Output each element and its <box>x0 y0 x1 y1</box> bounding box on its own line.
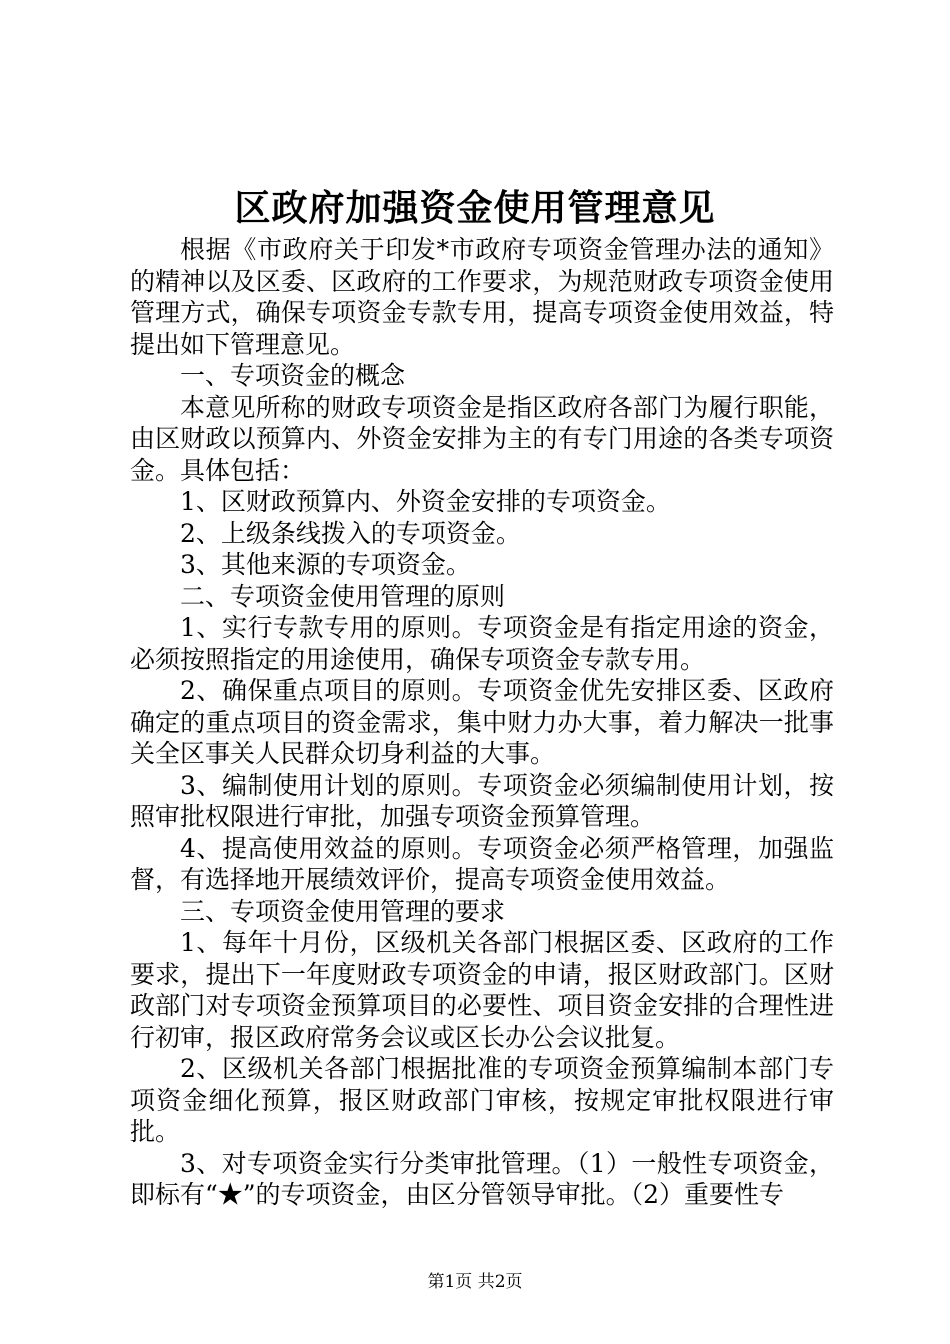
page-indicator: 第1页 共2页 <box>427 1272 523 1292</box>
list-item: 4、提高使用效益的原则。专项资金必须严格管理，加强监督，有选择地开展绩效评价，提高专项资金使用效益。 <box>130 833 834 894</box>
list-item: 3、编制使用计划的原则。专项资金必须编制使用计划，按照审批权限进行审批，加强专项资金预算管理。 <box>130 770 834 831</box>
document-body <box>130 234 834 1211</box>
page-title: 区政府加强资金使用管理意见 <box>234 187 716 229</box>
list-item: 1、实行专款专用的原则。专项资金是有指定用途的资金，必须按照指定的用途使用，确保专项资金专款专用。 <box>130 613 834 674</box>
list-item: 2、确保重点项目的原则。专项资金优先安排区委、区政府确定的重点项目的资金需求，集中财力办大事，着力解决一批事关全区事关人民群众切身利益的大事。 <box>130 676 834 768</box>
paragraph-definition: 本意见所称的财政专项资金是指区政府各部门为履行职能，由区财政以预算内、外资金安排为主的有专门用途的各类专项资金。具体包括： <box>130 392 834 485</box>
list-item: 2、上级条线拨入的专项资金。 <box>180 518 521 548</box>
section-heading-1: 一、专项资金的概念 <box>180 361 406 390</box>
paragraph-intro: 根据《市政府关于印发*市政府专项资金管理办法的通知》的精神以及区委、区政府的工作要求，为规范财政专项资金使用管理方式，确保专项资金专款专用，提高专项资金使用效益，特提出如下管理意见。 <box>130 235 834 359</box>
list-item: 1、区财政预算内、外资金安排的专项资金。 <box>180 487 671 516</box>
section-heading-2: 二、专项资金使用管理的原则 <box>180 581 506 611</box>
section-heading-3: 三、专项资金使用管理的要求 <box>180 896 506 926</box>
list-item: 3、对专项资金实行分类审批管理。（1）一般性专项资金，即标有“★”的专项资金，由区分管领导审批。（2）重要性专 <box>130 1148 834 1209</box>
list-item: 2、区级机关各部门根据批准的专项资金预算编制本部门专项资金细化预算，报区财政部门审核，按规定审批权限进行审批。 <box>130 1054 834 1146</box>
list-item: 3、其他来源的专项资金。 <box>180 550 471 579</box>
list-item: 1、每年十月份，区级机关各部门根据区委、区政府的工作要求，提出下一年度财政专项资金的申请，报区财政部门。区财政部门对专项资金预算项目的必要性、项目资金安排的合理性进行初审，报区政府常务会议或区长办公会议批复。 <box>130 928 834 1052</box>
